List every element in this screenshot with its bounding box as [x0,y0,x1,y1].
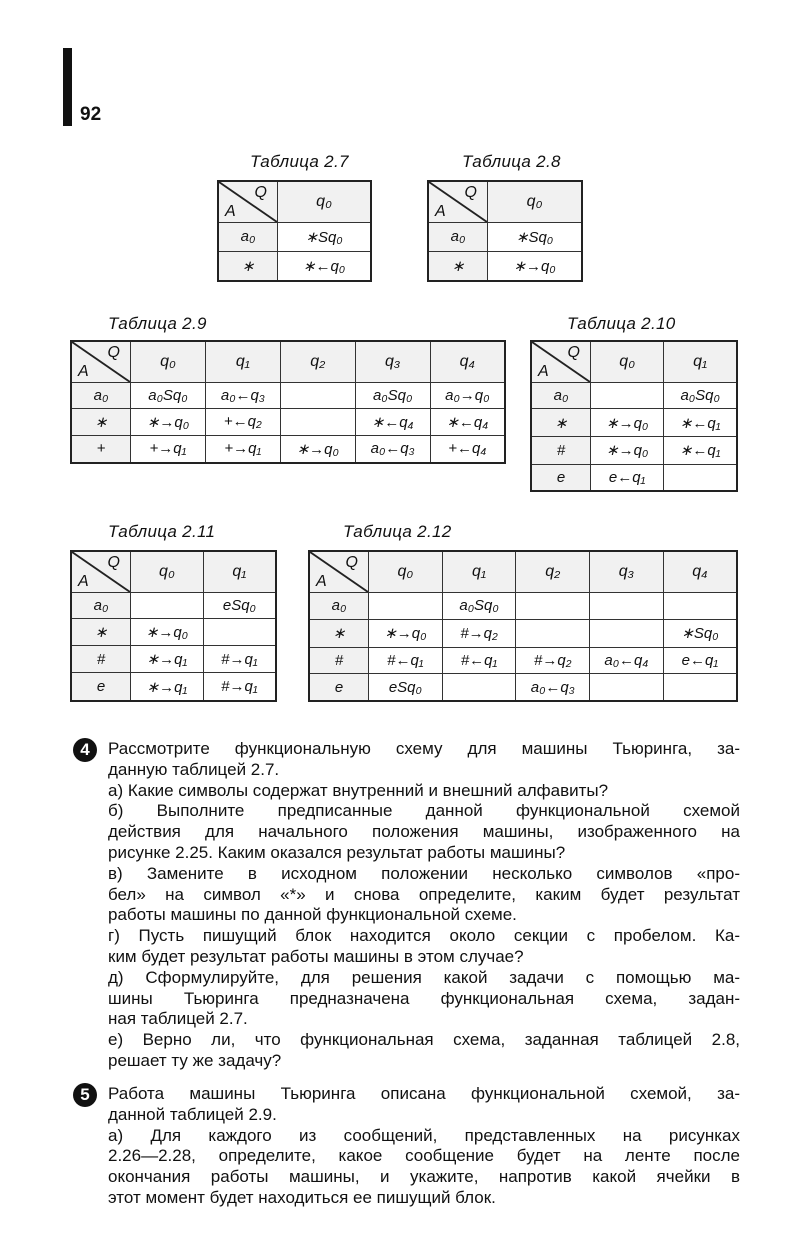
symbol-header-cell: a₀ [71,383,131,409]
transition-cell: ∗Sq₀ [488,223,583,252]
transition-cell [280,383,355,409]
table-2-12 [308,550,738,702]
symbol-header-cell: ∗ [71,408,131,435]
text-line: действия для начального положения машины, изображенного на [108,822,740,842]
corner-header-cell [71,551,131,593]
transition-cell: +←q₄ [430,435,505,463]
text-line: этот момент будет находиться ее пишущий блок. [108,1187,496,1207]
symbol-header-cell: + [71,435,131,463]
transition-cell: +→q₁ [205,435,280,463]
transition-cell [663,593,737,620]
table-2-9 [70,340,506,464]
symbol-header-cell: a₀ [309,593,369,620]
state-axis-label: Q [107,554,120,571]
transition-cell [280,408,355,435]
page-marker-bar [63,48,72,126]
problem-4-text [108,739,740,1072]
state-header-cell: q₀ [369,551,443,593]
state-axis-label: Q [567,344,580,361]
alphabet-axis-label: A [78,573,89,590]
transition-cell: ∗←q₄ [355,408,430,435]
transition-cell: ∗←q₁ [664,409,737,437]
alphabet-axis-label: A [225,203,236,220]
text-line: а) Для каждого из сообщений, представленных на рисунках [108,1125,740,1145]
transition-cell [590,674,664,701]
transition-cell [516,619,590,647]
transition-cell: ∗→q₀ [131,618,204,645]
text-line: окончания работы машины, и укажите, напротив какой ячейки в [108,1167,740,1187]
transition-cell [131,593,204,619]
transition-cell: ∗→q₀ [591,436,664,464]
transition-cell: +←q₂ [205,408,280,435]
transition-cell: ∗←q₄ [430,408,505,435]
transition-cell: #→q₁ [203,673,276,701]
state-header-cell: q₃ [590,551,664,593]
table-2-11 [70,550,277,702]
text-line: ким будет результат работы машины в этом случае? [108,946,524,966]
transition-cell: ∗Sq₀ [278,223,372,252]
alphabet-axis-label: A [435,203,446,220]
state-header-cell: q₃ [355,341,430,383]
transition-cell [369,593,443,620]
state-axis-label: Q [107,344,120,361]
problem-number-badge: 5 [73,1083,97,1107]
state-header-cell: q₂ [280,341,355,383]
symbol-header-cell: # [531,436,591,464]
table-caption: Таблица 2.9 [108,314,207,333]
transition-cell: a₀←q₄ [590,647,664,674]
state-axis-label: Q [254,184,267,201]
table-caption: Таблица 2.11 [108,522,216,541]
transition-cell: ∗→q₀ [280,435,355,463]
state-header-cell: q₁ [664,341,737,383]
transition-cell: #→q₁ [203,646,276,673]
transition-cell: ∗→q₀ [131,408,206,435]
transition-cell: a₀Sq₀ [442,593,516,620]
transition-cell: a₀Sq₀ [664,383,737,409]
transition-cell: a₀Sq₀ [355,383,430,409]
transition-cell: e←q₁ [591,464,664,491]
transition-cell [663,674,737,701]
text-line: решает ту же задачу? [108,1050,282,1070]
text-line: рисунке 2.25. Каким оказался результат работы машины? [108,842,566,862]
transition-cell: ∗→q₁ [131,646,204,673]
symbol-header-cell: e [71,673,131,701]
table-caption: Таблица 2.7 [250,152,349,171]
transition-cell [203,618,276,645]
state-axis-label: Q [345,554,358,571]
table-caption: Таблица 2.12 [343,522,452,541]
state-header-cell: q₀ [131,341,206,383]
transition-cell: ∗→q₀ [591,409,664,437]
state-header-cell: q₁ [442,551,516,593]
symbol-header-cell: a₀ [71,593,131,619]
state-header-cell: q₀ [278,181,372,223]
text-line: г) Пусть пишущий блок находится около секции с пробелом. Ка- [108,926,740,946]
text-line: данную таблицей 2.7. [108,759,280,779]
transition-cell: #→q₂ [442,619,516,647]
symbol-header-cell: # [71,646,131,673]
symbol-header-cell: a₀ [428,223,488,252]
transition-cell: ∗→q₀ [488,251,583,281]
table-2-8 [427,180,583,282]
state-header-cell: q₂ [516,551,590,593]
text-line: работы машины по данной функциональной схеме. [108,905,517,925]
text-line: данной таблицей 2.9. [108,1104,277,1124]
transition-cell: a₀←q₃ [355,435,430,463]
state-header-cell: q₀ [488,181,583,223]
symbol-header-cell: ∗ [428,251,488,281]
corner-header-cell [218,181,278,223]
text-line: 2.26—2.28, определите, какое сообщение будет на ленте после [108,1146,740,1166]
transition-cell: #←q₁ [369,647,443,674]
symbol-header-cell: e [309,674,369,701]
transition-cell: #→q₂ [516,647,590,674]
corner-header-cell [71,341,131,383]
transition-cell: ∗→q₁ [131,673,204,701]
transition-cell: eSq₀ [369,674,443,701]
corner-header-cell [309,551,369,593]
alphabet-axis-label: A [316,573,327,590]
page-number: 92 [80,104,102,125]
transition-cell: #←q₁ [442,647,516,674]
state-header-cell: q₁ [203,551,276,593]
state-header-cell: q₁ [205,341,280,383]
symbol-header-cell: a₀ [531,383,591,409]
transition-cell: ∗←q₀ [278,251,372,281]
table-2-7 [217,180,372,282]
corner-header-cell [531,341,591,383]
text-line: ная таблицей 2.7. [108,1009,248,1029]
transition-cell: e←q₁ [663,647,737,674]
symbol-header-cell: ∗ [531,409,591,437]
transition-cell [664,464,737,491]
symbol-header-cell: ∗ [218,251,278,281]
state-header-cell: q₀ [591,341,664,383]
corner-header-cell [428,181,488,223]
transition-cell [590,619,664,647]
table-caption: Таблица 2.10 [567,314,676,333]
text-line: е) Верно ли, что функциональная схема, заданная таблицей 2.8, [108,1030,740,1050]
transition-cell: ∗→q₀ [369,619,443,647]
transition-cell: a₀←q₃ [516,674,590,701]
state-axis-label: Q [464,184,477,201]
transition-cell: +→q₁ [131,435,206,463]
text-line: в) Замените в исходном положении несколько символов «про- [108,863,740,883]
state-header-cell: q₄ [663,551,737,593]
transition-cell [442,674,516,701]
transition-cell: a₀←q₃ [205,383,280,409]
symbol-header-cell: ∗ [71,618,131,645]
symbol-header-cell: # [309,647,369,674]
table-2-10 [530,340,738,492]
table-caption: Таблица 2.8 [462,152,561,171]
text-line: бел» на символ «*» и снова определите, каким будет результат [108,884,740,904]
transition-cell [591,383,664,409]
problem-number-badge: 4 [73,738,97,762]
problem-5-text [108,1084,740,1209]
symbol-header-cell: ∗ [309,619,369,647]
symbol-header-cell: e [531,464,591,491]
text-line: б) Выполните предписанные данной функциональной схемой [108,801,740,821]
transition-cell [516,593,590,620]
transition-cell: eSq₀ [203,593,276,619]
alphabet-axis-label: A [538,363,549,380]
text-line: Рассмотрите функциональную схему для машины Тьюринга, за- [108,739,740,758]
state-header-cell: q₄ [430,341,505,383]
transition-cell: ∗Sq₀ [663,619,737,647]
text-line: Работа машины Тьюринга описана функциональной схемой, за- [108,1084,740,1103]
transition-cell: a₀Sq₀ [131,383,206,409]
transition-cell: ∗←q₁ [664,436,737,464]
symbol-header-cell: a₀ [218,223,278,252]
transition-cell [590,593,664,620]
alphabet-axis-label: A [78,363,89,380]
text-line: а) Какие символы содержат внутренний и внешний алфавиты? [108,780,609,800]
transition-cell: a₀→q₀ [430,383,505,409]
text-line: д) Сформулируйте, для решения какой задачи с помощью ма- [108,967,740,987]
state-header-cell: q₀ [131,551,204,593]
text-line: шины Тьюринга предназначена функциональная схема, задан- [108,988,740,1008]
